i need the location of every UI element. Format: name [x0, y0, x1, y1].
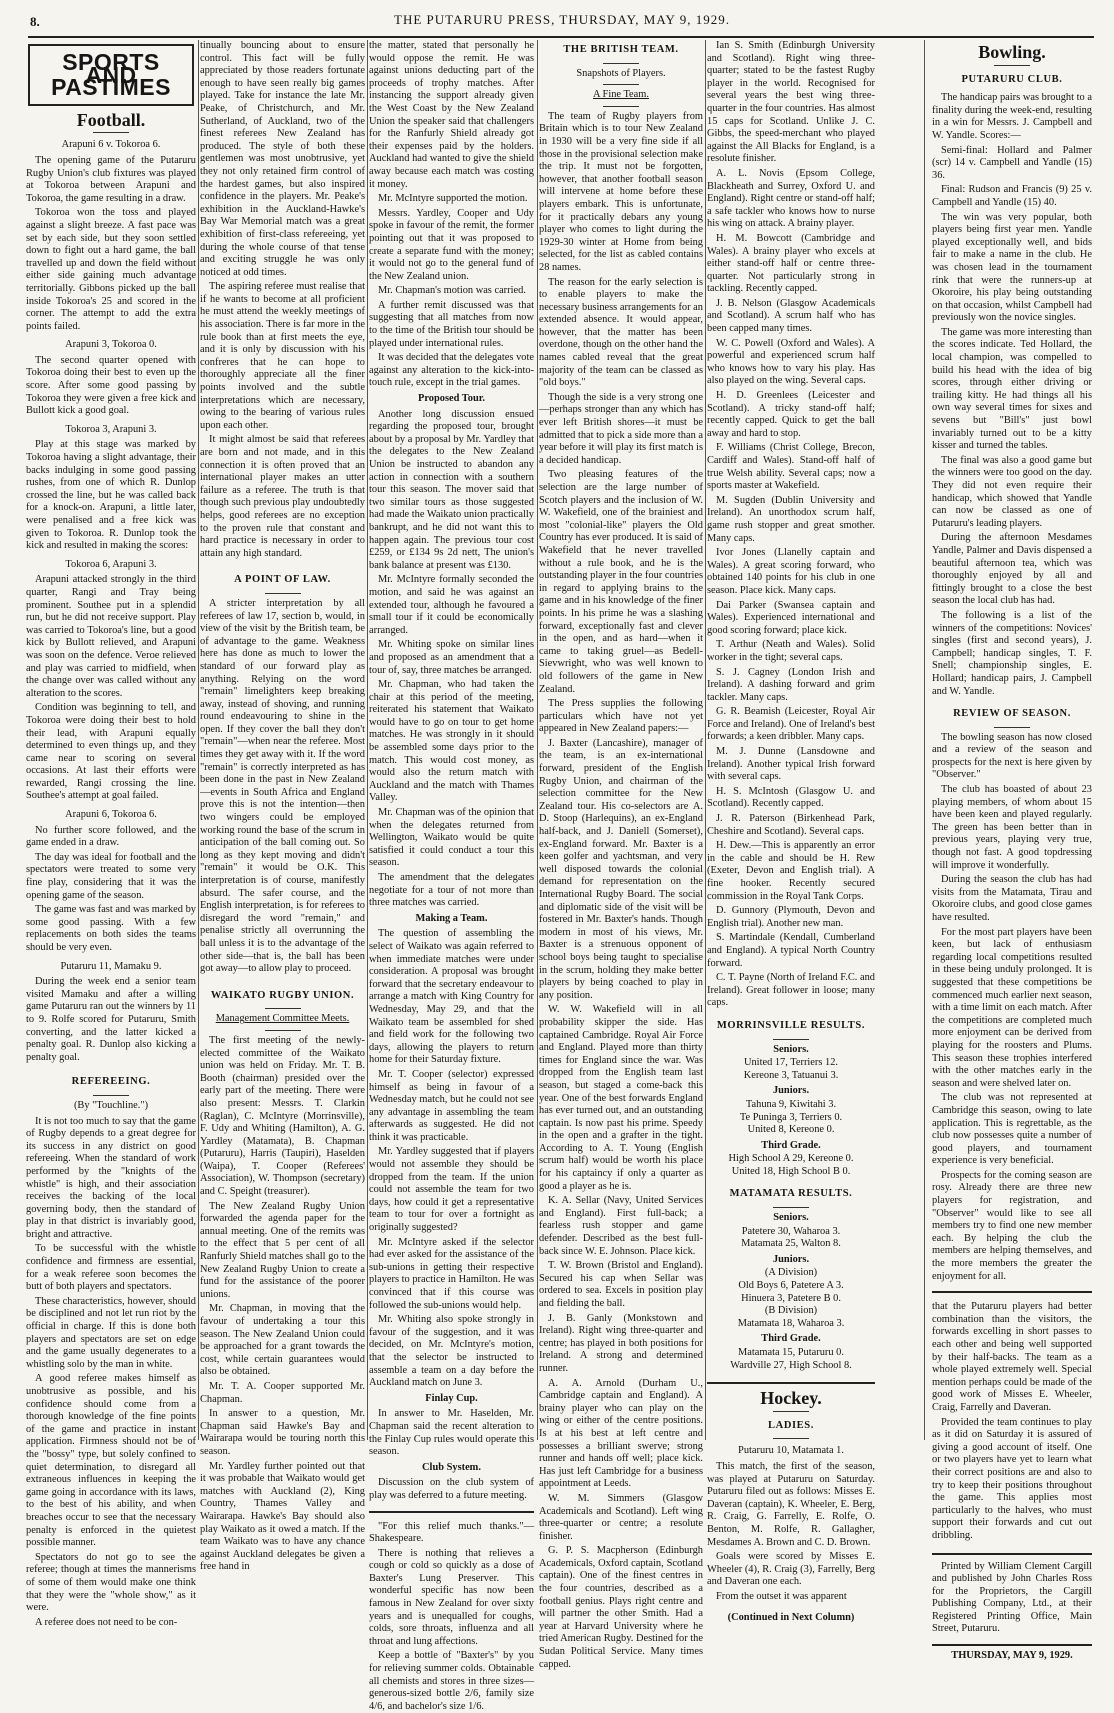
- match-score: Arapuni 6 v. Tokoroa 6.: [61, 139, 161, 151]
- article-paragraph: A referee does not need to be con-: [35, 1616, 178, 1628]
- result-line: Patetere 30, Waharoa 3.: [741, 1225, 841, 1237]
- player-entry: Ivor Jones (Llanelly captain and Wales). A great scoring forward, who obtained 140 points for his club in one season. Place kick. Many caps.: [707, 547, 875, 596]
- article-paragraph: A good referee makes himself as unobtrusive as possible, and his confidence should come from a thorough knowledge of the fine points of the game and practice in instant application. Firmness should not be of the "bossy" type, but solely confined to quiet determination, to disregard all extraneous influences in keeping the game going in accordance with its laws, to the best of his ability, and when breaches occur to see that the necessary penalty is enforced in the quietest possible manner.: [26, 1373, 196, 1549]
- player-entry: H. D. Greenlees (Leicester and Scotland). A tricky stand-off half; recently capped. Quick to get the ball away and hard to stop.: [707, 390, 875, 439]
- column-4: [539, 40, 703, 1670]
- article-paragraph: For the most part players have been keen, but lack of enthusiasm regarding local competitions resulted in these being unduly prolonged. It is suggested that these competitions be commenced much earlier next season, with a time limit on each match. After the competitions are completed much more enjoyment can be derived from playing for the roosters and Plums. This season these trophies interfered with the other matches early in the season and were shelved later on.: [932, 926, 1092, 1089]
- masthead: [30, 12, 1094, 32]
- club-system-heading: Club System.: [422, 1461, 481, 1473]
- results-grade: Third Grade.: [761, 1333, 821, 1345]
- article-paragraph: The win was very popular, both players being first year men. Yandle played exceptionally well, and bids fair to make a name in the club. He was chosen lead in the tournament rink that were the runners-up at Okoroire, his play being outstanding on that occasion, whilst Campbell had previously won the novice singles.: [932, 211, 1092, 324]
- article-paragraph: Messrs. Yardley, Cooper and Udy spoke in favour of the remit, the former pointing out that it was proposed to create a separate fund with the money; it would not go to the general fund of the New Zealand union.: [369, 207, 534, 282]
- article-paragraph: Mr. T. A. Cooper supported Mr. Chapman.: [200, 1380, 365, 1405]
- article-paragraph: The game was fast and was marked by some good passing. With a few replacements on both sides the teams should be very even.: [26, 904, 196, 953]
- article-paragraph: W. M. Simmers (Glasgow Academicals and Scotland). Left wing three-quarter or centre; a resolute finisher.: [539, 1492, 703, 1542]
- article-paragraph: Mr. Yardley suggested that if players would not assemble they should be dropped from the team. If the union could not assemble the team for two days, how could it get a representative team to tour for over a fortnight as originally suggested?: [369, 1146, 534, 1234]
- article-paragraph: Goals were scored by Misses E. Wheeler (4), R. Craig (3), Farrelly, Berg and Daveran one each.: [707, 1551, 875, 1588]
- imprint-text: Printed by William Clement Cargill and published by John Charles Ross for the Proprietors, the Cargill Publishing Company, Ltd., at their Registered Printing Office, Main Street, Putaruru.: [932, 1560, 1092, 1635]
- player-entry: M. Sugden (Dublin University and Ireland). An unorthodox scrum half, game rush stopper and great smother. Many caps.: [707, 494, 875, 544]
- article-paragraph: The opening game of the Putaruru Rugby Union's club fixtures was played at Tokoroa between Arapuni and Tokoroa, the game resulting in a draw.: [26, 154, 196, 204]
- article-paragraph: Mr. Yardley further pointed out that it was probable that Waikato would get matches with Auckland (2), King Country, Thames Valley and Wairarapa. Hawke's Bay should also play Waikato as it owed a match. If the team Waikato was to have any chance against Auckland delegates be given a free hand in: [200, 1460, 365, 1573]
- article-paragraph: Tokoroa won the toss and played against a slight breeze. A fast pace was set by each side, but they soon settled down to fight out a hard game, the ball travelled up and down the field without either side gaining much advantage territorially. Gibbons picked up the ball inside Tokoroa's 25 and scored in the corner. The attempt to add the extra points failed.: [26, 207, 196, 332]
- article-paragraph: During the season the club has had visits from the Matamata, Tirau and Okoroire clubs, and good close games have resulted.: [932, 874, 1092, 923]
- column-6: [932, 40, 1092, 1662]
- article-paragraph: The day was ideal for football and the spectators were treated to some very fine play, considering that it was the opening game of the season.: [26, 851, 196, 901]
- results-grade: Seniors.: [773, 1212, 809, 1224]
- article-paragraph: W. W. Wakefield will in all probability skipper the side. Has captained Cambridge. Royal Air Force and England. Played more than thirty times for England since the war. Was dropped from the English team last season, but staged a come-back this year. One of the best forwards England has ever turned out, and an outstanding captain. Is now past his prime. Speedy in the open and a grafter in the tight. According to A. T. Young (English scrum half) would be worth his place for his captaincy if only a quarter as good a player as he is.: [539, 1004, 703, 1192]
- byline: (By "Touchline."): [73, 1099, 149, 1111]
- masthead-rule: [28, 36, 1094, 38]
- article-paragraph: Semi-final: Hollard and Palmer (scr) 14 v. Campbell and Yandle (15) 36.: [932, 144, 1092, 181]
- article-paragraph: J. B. Ganly (Monkstown and Ireland). Right wing three-quarter and centre; has played in both positions for Ireland. A strong and determined runner.: [539, 1312, 703, 1374]
- heading-rule: [265, 1030, 301, 1031]
- article-paragraph: The question of assembling the select of Waikato was again referred to when immediate matches were under consideration. A proposal was brought forward that the secretary endeavour to arrange a match with King Country for Wednesday, May 29, and that the Waikato team be assembled for shed and field work for the following two days, allowing the players to return home for their Saturday fixture.: [369, 928, 534, 1066]
- article-paragraph: Final: Rudson and Francis (9) 25 v. Campbell and Yandle (15) 40.: [932, 184, 1092, 208]
- article-paragraph: Condition was beginning to tell, and Tokoroa were doing their best to hold their lead, with Arapuni equally determined to even things up, and they came near to scoring on several occasions. At last their efforts were rewarded, Rangi crossing the line. Southee's attempt at goal failed.: [26, 702, 196, 802]
- heading-rule: [93, 1095, 129, 1096]
- result-line: Matamata 25, Walton 8.: [741, 1238, 841, 1250]
- result-line: Te Puninga 3, Terriers 0.: [739, 1111, 843, 1123]
- column-5: [707, 40, 875, 1623]
- article-paragraph: Play at this stage was marked by Tokoroa having a slight advantage, their backs indulging in some good passing rushes, from one of which R. Dunlop crossed the line, but he was called back for a knock-on. Arapuni, a little later, were penalised and a free kick was given to Tokoroa. R. Dunlop took the kick and resulted in making the scores:: [26, 439, 196, 552]
- heading-rule: [93, 132, 129, 133]
- column-1: [26, 40, 196, 1628]
- refereeing-heading: REFEREEING.: [71, 1076, 151, 1088]
- newspaper-title: THE PUTARURU PRESS, THURSDAY, MAY 9, 1929.: [394, 12, 730, 27]
- article-paragraph: that the Putaruru players had better combination than the visitors, the forwards excelling in short passes to each other and being well supported by their half-backs. The team as a whole played extremely well. Special mention perhaps could be made of the good work of Misses E. Wheeler, Craig, Farrelly and Daveran.: [932, 1301, 1092, 1413]
- page-number: 8.: [30, 14, 40, 29]
- article-paragraph: tinually bouncing about to ensure control. This fact will be fully appreciated by those readers fortunate enough to have seen really big games played. Take for instance the late Mr. Peake, of Christchurch, and Mr. Sutherland, of Auckland, two of the finest referees New Zealand has produced. The style of both these gentlemen was most unobtrusive, yet they not only retained firm control of the hardest games, but also inspired confidence in the players. Mr. Peake's exhibition in the Auckland-Hawke's Bay War Memorial match was a great exhibition of first-class refereeing, yet during the whole course of that tense and exciting struggle he was only noticed at odd times.: [200, 40, 365, 278]
- result-line: Wardville 27, High School 8.: [730, 1359, 852, 1371]
- player-entry: S. J. Cagney (London Irish and Ireland). A dashing forward and grim tackler. Many caps.: [707, 666, 875, 703]
- article-paragraph: Two pleasing features of the selection are the large number of Scotch players and the inclusion of W. W. Wakefield, one of the brainiest and most "colonial-like" players the Old Country has ever produced. It is said of Wakefield that he never travelled without a rule book, and he is the outstanding player in the four countries in regard to applying brains to the game and in his knowledge of the finer points. In his prime he was a slashing forward, exceptionally fast and clever in the open, and as hard—when it came to taking gruel—as Bedell-Sievwright, who was well known to old followers of the game in New Zealand.: [539, 469, 703, 695]
- article-paragraph: The club has boasted of about 23 playing members, of whom about 15 have been keen and played regularly. The green has been better than in previous years, playing very true, though not fast. A good topdressing will improve it wonderfully.: [932, 784, 1092, 871]
- article-paragraph: J. Baxter (Lancashire), manager of the team, is an ex-international forward, president of the English Rugby Union, and chairman of the selection committee for the New Zealand tour. His co-selectors are A. D. Stoop (Harlequins), an ex-England half-back, and J. Daniell (Somerset), ex-England forward. Mr. Baxter is a keen golfer and yachtsman, and very well disposed towards the colonial demand for representation on the International Rugby Board. The social and diplomatic side of the visit will be fostered in Mr. Baxter's hands. Though modern in most of his views, Mr. Baxter is a strenuous opponent of school boys being taught to specialise in the scrum, holding they make better players by being coached to play in any position.: [539, 737, 703, 1001]
- heading-rule: [603, 63, 639, 64]
- advert-paragraph: Keep a bottle of "Baxter's" by you for relieving summer colds. Obtainable all chemists and stores in three sizes—generous-sized bottle 2/6, family size 4/6, and bachelor's size 1/6.: [369, 1650, 534, 1712]
- article-paragraph: Though the side is a very strong one—perhaps stronger than any which has ever left British shores—it must be admitted that to pick a side more than a year before it will play its first match is a decided handicap.: [539, 391, 703, 466]
- article-paragraph: The Press supplies the following particulars which have not yet appeared in New Zealand papers:—: [539, 698, 703, 735]
- player-entry: Ian S. Smith (Edinburgh University and Scotland). Right wing three-quarter; stated to be the fastest Rugby player in the world. Recognised for several years the best wing three-quarter in the four countries. Has almost 15 caps for Scotland. Unlike J. C. Gibbs, the speed-merchant who played against the All Blacks for England, is a resolute finisher.: [707, 40, 875, 165]
- result-line: Hinuera 3, Patetere B 0.: [741, 1292, 841, 1304]
- article-paragraph: A stricter interpretation by all referees of law 17, section b, would, in view of the visit by the British team, be of advantage to the game. Weakness here has done as much to lower the standard of our forward play as anything. Relying on the word "remain" limelighters keep breaking away, instead of shoving, and running round endeavouring to shine in the open. If they cover the ball they don't "remain"—when near the referee. Most times they get away with it. If the word "remain" is correctly interpreted as has been done in the past in New Zealand—events in South Africa and England prove this is not the intention—then two wingers could be employed working round the base of the scrum in anticipation of the ball coming out. So long as they kept moving and didn't "remain" it would be O.K. This interpretation is of course, manifestly absurd. The safer course, and the English interpretation, is for referees to disregard the word "remain," and penalise strictly all overrunning the ball unless it is to the advantage of the other side—that is, the ball has been got away—to allow play to proceed.: [200, 597, 365, 975]
- proposed-tour-heading: Proposed Tour.: [418, 393, 485, 405]
- column-3: [369, 40, 534, 1712]
- player-entry: M. J. Dunne (Lansdowne and Ireland). Another typical Irish forward with several caps.: [707, 746, 875, 783]
- match-score: Arapuni 3, Tokoroa 0.: [65, 339, 157, 351]
- player-entry: S. Martindale (Kendall, Cumberland and England). A typical North Country forward.: [707, 932, 875, 969]
- column-rule: [537, 40, 538, 1440]
- article-paragraph: Spectators do not go to see the referee; though at times the mannerisms of some of them would make one think that they were the "whole show," as it were.: [26, 1551, 196, 1614]
- article-paragraph: K. A. Sellar (Navy, United Services and England). First full-back; a fearless rush stopper and game defender. Described as the best full-back since W. E. Johnson. Place kick.: [539, 1195, 703, 1257]
- article-paragraph: The final was also a good game but the winners were too good on the day. They did not even require their handicap, which showed that Yandle can now be classed as one of Putaruru's leading players.: [932, 454, 1092, 529]
- heading-rule: [994, 727, 1030, 728]
- result-line: United 8, Kereone 0.: [747, 1124, 835, 1136]
- making-team-heading: Making a Team.: [415, 912, 488, 924]
- article-paragraph: The club was not represented at Cambridge this season, owing to late application. This is regrettable, as the club now possesses quite a number of good players, and tournament experience is very beneficial.: [932, 1092, 1092, 1167]
- results-grade: Juniors.: [772, 1253, 810, 1265]
- finlay-cup-heading: Finlay Cup.: [425, 1392, 478, 1404]
- section-rule: [707, 1382, 875, 1384]
- article-paragraph: This match, the first of the season, was played at Putaruru on Saturday. Putaruru filed out as follows: Misses E. Daveran (captain), K. Wheeler, E. Berg, R. Craig, G. Farrelly, E. Rolfe, O. Benton, M. Rolfe, R. Gallagher, Mesdames A. Brown and C. D. Brown.: [707, 1460, 875, 1548]
- point-of-law-heading: A POINT OF LAW.: [234, 574, 331, 586]
- article-paragraph: The handicap pairs was brought to a finality during the week-end, resulting in a win for Messrs. J. Campbell and W. Yandle. Scores:—: [932, 92, 1092, 141]
- match-score: Putaruru 10, Matamata 1.: [738, 1445, 844, 1457]
- player-entry: A. L. Novis (Epsom College, Blackheath and Surrey, Oxford U. and England). Right centre or stand-off half; a safe tackler who knows how to nurse his wing on attack. A brainy player.: [707, 167, 875, 230]
- results-grade: Juniors.: [772, 1085, 810, 1097]
- heading-rule: [773, 1207, 809, 1208]
- article-paragraph: the matter, stated that personally he would oppose the remit. He was against unions deducting part of the proceeds of trophy matches. After instancing the support already given the West Coast by the New Zealand Union the speaker said that challengers for the Ranfurly Shield already got their expenses paid by the holders. Auckland had wanted to give the shield away because each match was costing it money.: [369, 40, 534, 190]
- match-score: Putaruru 11, Mamaku 9.: [60, 960, 162, 972]
- review-heading: REVIEW OF SEASON.: [953, 708, 1071, 720]
- article-paragraph: Mr. Chapman, who had taken the chair at this period of the meeting, reiterated his statement that Waikato would have to go on tour to get home matches. He was strongly in it should be assembled some days prior to the match. This would cost money, as would also the return match with Auckland and the match with Thames Valley.: [369, 679, 534, 804]
- continued-note: (Continued in Next Column): [727, 1611, 855, 1623]
- heading-rule: [603, 84, 639, 85]
- result-line: United 17, Terriers 12.: [743, 1057, 839, 1069]
- player-entry: J. B. Nelson (Glasgow Academicals and Scotland). A scrum half who has been capped many times.: [707, 297, 875, 335]
- article-paragraph: The second quarter opened with Tokoroa doing their best to even up the score. After some good passing by Tokoroa they were given a free kick and Bullott kick a good goal.: [26, 354, 196, 417]
- results-grade: Seniors.: [773, 1043, 809, 1055]
- heading-rule: [603, 106, 639, 107]
- article-paragraph: Another long discussion ensued regarding the proposed tour, brought about by a proposal by Mr. Yardley that the delegates to the New Zealand Union be instructed to abandon any action in connection with a southern tour this season. The mover said that two similar tours as those suggested had made the Waikato union practically bankrupt, and he did not want this to happen again. The previous tour cost £259, or £134 9s 2d nett, The union's bank balance at present was £130.: [369, 408, 534, 571]
- article-paragraph: Mr. McIntyre formally seconded the motion, and said he was against an extended tour, although he favoured a small tour if it could be economically arranged.: [369, 574, 534, 636]
- article-paragraph: G. P. S. Macpherson (Edinburgh Academicals, Oxford captain, Scotland captain). One of the finest centres in the four countries, described as a football genius. Plays right centre and will partner the other Smith. Had a year at Harvard University where he tried American Rugby. Destined for the Sudan Political Service. Many times capped.: [539, 1545, 703, 1670]
- matamata-heading: MATAMATA RESULTS.: [729, 1188, 853, 1200]
- player-entry: H. Dew.—This is apparently an error in the cable and should be H. Rew (Exeter, Devon and English trial). A fine hooker. Recently secured commission in the Royal Tank Corps.: [707, 840, 875, 902]
- column-rule: [705, 40, 706, 1440]
- result-line: High School A 29, Kereone 0.: [728, 1153, 854, 1165]
- player-entry: T. Arthur (Neath and Wales). Solid worker in the tight; several caps.: [707, 639, 875, 663]
- article-paragraph: A further remit discussed was that suggesting that all matches from now to the time of the British tour should be played under international rules.: [369, 299, 534, 349]
- article-paragraph: Mr. Whiting spoke on similar lines and proposed as an amendment that a tour of, say, three matches be arranged.: [369, 639, 534, 676]
- heading-rule: [773, 1411, 809, 1412]
- article-paragraph: Provided the team continues to play as it did on Saturday it is assured of giving a good account of itself. One or two players have yet to learn what their correct positions are and also to try to keep their positions throughout the game. This applies most particularly to the halves, who must support their forwards and cut out dribbling.: [932, 1416, 1092, 1541]
- column-rule: [367, 40, 368, 1440]
- match-score: Arapuni 6, Tokoroa 6.: [65, 809, 157, 821]
- heading-rule: [773, 1438, 809, 1439]
- article-paragraph: During the afternoon Mesdames Yandle, Palmer and Davis dispensed a beautiful afternoon tea, which was thoroughly enjoyed by all and fittingly brought to a close the best season the local club has had.: [932, 532, 1092, 607]
- article-paragraph: Mr. T. Cooper (selector) expressed himself as being in favour of a Wednesday match, but he could not see any advantage in assembling the team afterwards as suggested. He did not think it was practicable.: [369, 1068, 534, 1143]
- advert-rule: [369, 1511, 534, 1513]
- result-line: United 18, High School B 0.: [731, 1165, 851, 1177]
- ladies-heading: LADIES.: [768, 1419, 814, 1431]
- result-line: Matamata 18, Waharoa 3.: [737, 1317, 845, 1329]
- heading-rule: [265, 593, 301, 594]
- player-entry: D. Gunnory (Plymouth, Devon and English trial). Another new man.: [707, 905, 875, 929]
- british-team-heading: THE BRITISH TEAM.: [563, 44, 679, 55]
- article-paragraph: During the week end a senior team visited Mamaku and after a willing game Putaruru ran out the winners by 11 to 9. Rolfe scored for Putaruru, Smith converting, and the latter kicked a penalty goal. R. Dunlop also kicking a penalty goal.: [26, 976, 196, 1063]
- heading-rule: [265, 1008, 301, 1009]
- putaruru-club-heading: PUTARURU CLUB.: [961, 73, 1063, 85]
- result-line: Kereone 3, Tatuanui 3.: [743, 1069, 839, 1081]
- result-line: Matamata 15, Putaruru 0.: [738, 1347, 844, 1358]
- article-paragraph: Mr. Chapman's motion was carried.: [378, 285, 526, 297]
- article-paragraph: These characteristics, however, should be disciplined and not let run riot by the official in charge. If this is done both players and spectators are set on edge and the game usually degenerates to a whistling solo by the man in white.: [26, 1295, 196, 1370]
- british-team-subheading: Snapshots of Players.: [576, 67, 666, 79]
- issue-date: THURSDAY, MAY 9, 1929.: [951, 1650, 1073, 1662]
- article-paragraph: The New Zealand Rugby Union forwarded the agenda paper for the annual meeting. One of the remits was to the effect that 5 per cent of all Ranfurly Shield matches shall go to the New Zealand Rugby Union to create a fund for the assistance of the poorer unions.: [200, 1200, 365, 1300]
- article-paragraph: To be successful with the whistle confidence and firmness are essential, for a weak referee soon becomes the butt of both players and spectators.: [26, 1243, 196, 1293]
- waikato-subheading: Management Committee Meets.: [215, 1013, 350, 1025]
- results-division: (A Division): [764, 1267, 818, 1279]
- article-paragraph: The aspiring referee must realise that if he wants to become at all proficient he must attend the weekly meetings of his association. There is far more in the rule book than at first meets the eye, and it is only by discussion with his confreres that he can hope to thoroughly appreciate all the finer points involved and the subtle interpretations which are necessary, owing to the bearing of various rules upon each other.: [200, 281, 365, 431]
- result-line: Tahuna 9, Kiwitahi 3.: [745, 1098, 837, 1110]
- column-2: [200, 40, 365, 1573]
- advert-paragraph: "For this relief much thanks."—Shakespeare.: [369, 1520, 534, 1545]
- article-paragraph: The reason for the early selection is to enable players to make the necessary business arrangements for an extended absence. It would appear, however, that the matter has been overdone, though on the other hand the names cabled reveal that the great majority of the team can be classed as "old boys.": [539, 276, 703, 389]
- article-paragraph: The amendment that the delegates negotiate for a tour of not more than three matches was carried.: [369, 872, 534, 909]
- printer-imprint: [932, 1553, 1092, 1647]
- results-division: (B Division): [764, 1305, 818, 1317]
- column-rule: [198, 40, 199, 1440]
- player-entry: W. C. Powell (Oxford and Wales). A powerful and experienced scrum half who knows how to vary his play. Has also played on the wing. Several caps.: [707, 337, 875, 387]
- article-paragraph: From the outset it was apparent: [716, 1590, 847, 1602]
- player-entry: Dai Parker (Swansea captain and Wales). Experienced international and good scoring forward; place kick.: [707, 599, 875, 636]
- fine-team-subheading: A Fine Team.: [593, 89, 649, 101]
- article-paragraph: It might almost be said that referees are born and not made, and in this connection it is often proved that an international player makes an utter failure as a referee. The truth is that though such previous play undoubtedly helps, good referees are no exception to the proven rule that constant and hard practice is necessary in order to attain any high standard.: [200, 434, 365, 559]
- article-paragraph: The team of Rugby players from Britain which is to tour New Zealand in 1930 will be a very fine side if all those in the provisional selection make the trip. It must not be forgotten, however, that another football season will intervene at home before these players embark. This is unfortunate, for it practically debars any young player who comes to light during the 1929-30 winter at Home from being selected, for the list as cabled contains 28 names.: [539, 110, 703, 273]
- advert-paragraph: There is nothing that relieves a cough or cold so quickly as a dose of Baxter's Lung Preserver. This wonderful specific has now been famous in New Zealand for over sixty years and is unequalled for coughs, colds, sore throats, influenza and all throat and lung affections.: [369, 1547, 534, 1647]
- result-line: Old Boys 6, Patetere A 3.: [738, 1280, 844, 1292]
- football-heading: Football.: [76, 109, 146, 130]
- hockey-heading: Hockey.: [760, 1388, 822, 1409]
- section-rule: [932, 1291, 1092, 1293]
- heading-rule: [773, 1039, 809, 1040]
- article-paragraph: T. W. Brown (Bristol and England). Secured his cap when Sellar was ordered to sea. Excels in position play and fielding the ball.: [539, 1260, 703, 1309]
- waikato-heading: WAIKATO RUGBY UNION.: [210, 989, 355, 1001]
- player-entry: G. R. Beamish (Leicester, Royal Air Force and Ireland). One of Ireland's best forwards; a keen dribbler. Many caps.: [707, 706, 875, 743]
- article-paragraph: Mr. Chapman was of the opinion that when the delegates returned from Wellington, Waikato would be quite satisfied it could conduct a tour this season.: [369, 807, 534, 869]
- article-paragraph: Discussion on the club system of play was deferred to a future meeting.: [369, 1477, 534, 1501]
- player-entry: J. R. Paterson (Birkenhead Park, Cheshire and Scotland). Several caps.: [707, 813, 875, 837]
- article-paragraph: Mr. McIntyre asked if the selector had ever asked for the assistance of the sub-unions in getting their respective players to practice in Hamilton. He was convinced that if this course was followed the sub-unions would help.: [369, 1236, 534, 1311]
- heading-rule: [994, 65, 1030, 66]
- player-entry: H. M. Bowcott (Cambridge and Wales). A brainy player who excels at either stand-off half or centre three-quarter. Not particularly strong in tackling. Recently capped.: [707, 232, 875, 295]
- player-entry: H. S. McIntosh (Glasgow U. and Scotland). Recently capped.: [707, 785, 875, 810]
- bowling-heading: Bowling.: [978, 42, 1046, 62]
- article-paragraph: In answer to a question, Mr. Chapman said Hawke's Bay and Wairarapa would be touring north this season.: [200, 1408, 365, 1457]
- article-paragraph: A. A. Arnold (Durham U., Cambridge captain and England). A brainy player who can play on the wing or either of the centre positions. Is at his best at left centre and possesses a brilliant swerve; strong runner and hands off well; place kick. Has just left Cambridge for a business appointment at Leeds.: [539, 1377, 703, 1490]
- article-paragraph: It is not too much to say that the game of Rugby depends to a great degree for its success in any district on good refereeing. When the standard of work performed by the "knights of the whistle" is high, and their association receives the backing of the local governing body, then the standard of play in that district is invariably good, bright and attractive.: [26, 1115, 196, 1240]
- results-grade: Third Grade.: [761, 1139, 821, 1151]
- article-paragraph: The first meeting of the newly-elected committee of the Waikato union was held on Friday. Mr. T. B. Booth (chairman) presided over the early part of the meeting. There were also present: Messrs. T. Clarkin (Raglan), C. McIntyre (Morrinsville), F. Udy and Whiting (Hamilton), A. G. Yardley (Matamata), B. Chapman (Putaruru), Harris (Taupiri), Haselden (Waipa), T. Cooper (Referees' Association), W. Thompson (secretary) and C. Speight (treasurer).: [200, 1034, 365, 1198]
- article-paragraph: The bowling season has now closed and a review of the season and prospects for the next is here given by "Observer.": [932, 731, 1092, 781]
- article-paragraph: The game was more interesting than the scores indicate. Ted Hollard, the local champion, was compelled to build his head with the idea of big scores, through either driving or trailing kitty. He had things all his own way several times for sixes and sevens but "Bill's" just bowl invariably turned out to be a kitty kisser and turned the tables.: [932, 326, 1092, 452]
- article-paragraph: It was decided that the delegates vote against any alteration to the kick-into-touch rule, except in the trial games.: [369, 352, 534, 389]
- article-paragraph: Mr. Chapman, in moving that the favour of undertaking a tour this season. The New Zealand Union could be approached for a grant towards the cost, while certain guarantees would also be obtained.: [200, 1303, 365, 1378]
- article-paragraph: In answer to Mr. Haselden, Mr. Chapman said the recent alteration to the Finlay Cup rules would operate this season.: [369, 1408, 534, 1458]
- player-entry: F. Williams (Christ College, Brecon, Cardiff and Wales). Stand-off half of true Welsh ability. Several caps; now a sports master at Wakefield.: [707, 442, 875, 492]
- article-paragraph: No further score followed, and the game ended in a draw.: [26, 824, 196, 849]
- article-paragraph: Mr. Whiting also spoke strongly in favour of the suggestion, and it was decided, on Mr. McIntyre's motion, that the selector be instructed to assemble a team on a day before the Auckland match on June 3.: [369, 1314, 534, 1389]
- article-paragraph: Prospects for the coming season are rosy. Already there are three new players for registration, and "Observer" would like to see all members try to find one new member each. By helping the club the members are helping themselves, and the more members the greater the enjoyment for all.: [932, 1169, 1092, 1282]
- match-score: Tokoroa 3, Arapuni 3.: [65, 423, 157, 435]
- article-paragraph: The following is a list of the winners of the competitions: Novices' singles (first and second years), J. Campbell; handicap singles, T. F. Snell; championship singles, E. Hollard; handicap pairs, J. Campbell and W. Yandle.: [932, 609, 1092, 697]
- sports-banner: SPORTS AND PASTIMES: [28, 44, 194, 106]
- morrinsville-heading: MORRINSVILLE RESULTS.: [716, 1019, 866, 1031]
- match-score: Tokoroa 6, Arapuni 3.: [65, 558, 157, 570]
- column-rule: [924, 40, 925, 1440]
- article-paragraph: Mr. McIntyre supported the motion.: [378, 193, 528, 205]
- article-paragraph: Arapuni attacked strongly in the third quarter, Rangi and Tray being prominent. Southee put in a splendid run, but he did not receive support. Play was carried to Tokoroa's line, but a good kick by Bullott relieved, and Arapuni was soon on the defence. Veroe relieved and play was carried to midfield, when the change over was called without any alteration to the scores.: [26, 574, 196, 699]
- player-entry: C. T. Payne (North of Ireland F.C. and Ireland). Great follower in loose; many caps.: [707, 972, 875, 1009]
